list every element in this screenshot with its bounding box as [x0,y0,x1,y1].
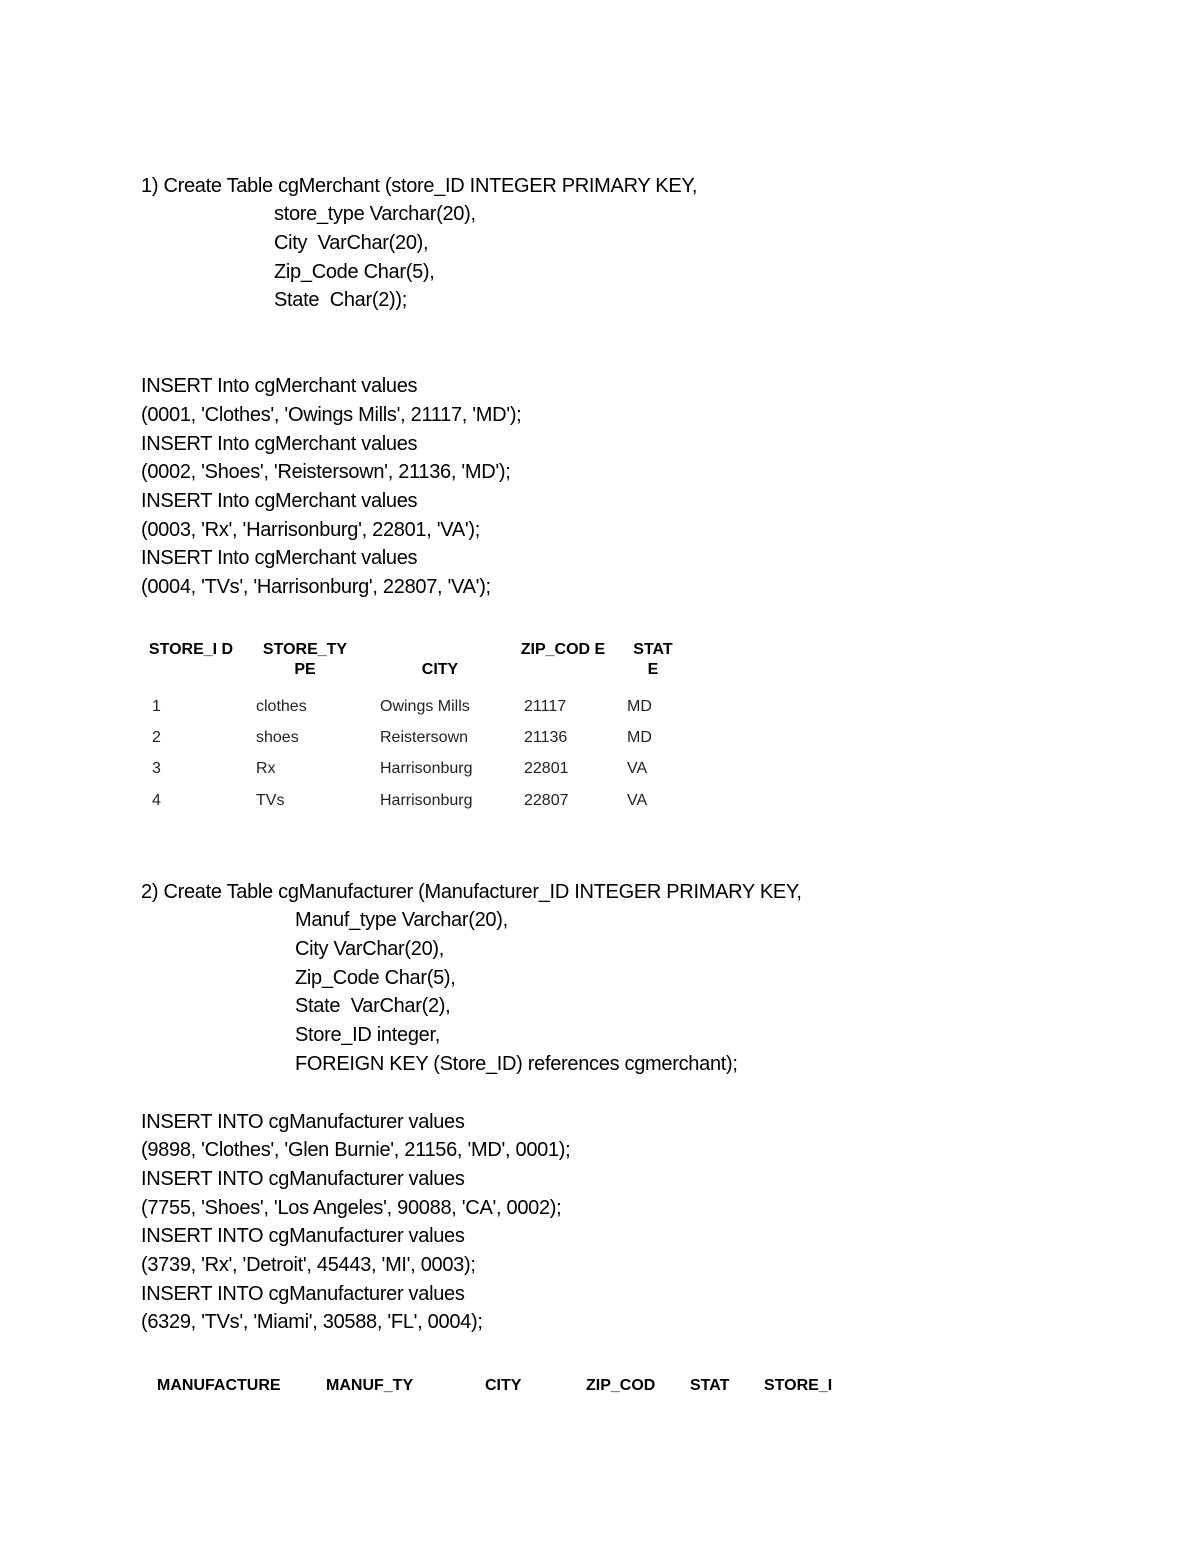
sql-line-create-manufacturer: 2) Create Table cgManufacturer (Manufacturer_ID INTEGER PRIMARY KEY, [141,881,802,903]
sql-line-column: store_type Varchar(20), [274,203,476,225]
table-cell: 2 [152,729,161,746]
table-header: MANUF_TY [326,1377,414,1394]
sql-insert-values: (0004, 'TVs', 'Harrisonburg', 22807, 'VA'); [141,576,491,598]
sql-insert-line: INSERT Into cgMerchant values [141,375,418,397]
table-cell: 21117 [524,698,567,715]
table-header: STORE_TY PE [262,641,348,678]
sql-line-column: City VarChar(20), [274,232,429,254]
table-cell: 1 [152,698,161,715]
table-header: STORE_I D [148,641,234,658]
sql-insert-values: (0001, 'Clothes', 'Owings Mills', 21117, 'MD'); [141,404,522,426]
sql-insert-values: (0003, 'Rx', 'Harrisonburg', 22801, 'VA'); [141,519,480,541]
table-cell: Owings Mills [380,698,470,715]
table-cell: 21136 [524,729,568,746]
sql-insert-values: (3739, 'Rx', 'Detroit', 45443, 'MI', 0003); [141,1254,476,1276]
table-cell: VA [627,760,648,777]
sql-insert-values: (9898, 'Clothes', 'Glen Burnie', 21156, 'MD', 0001); [141,1139,571,1161]
table-header: STAT [690,1377,730,1394]
sql-line-foreign-key: FOREIGN KEY (Store_ID) references cgmerchant); [295,1053,738,1075]
table-header: CITY [485,1377,522,1394]
sql-line-column: State VarChar(2), [295,995,451,1017]
table-cell: Rx [256,760,276,777]
sql-insert-line: INSERT INTO cgManufacturer values [141,1225,465,1247]
sql-insert-values: (7755, 'Shoes', 'Los Angeles', 90088, 'CA', 0002); [141,1197,562,1219]
sql-insert-line: INSERT Into cgMerchant values [141,433,418,455]
table-cell: shoes [256,729,299,746]
table-cell: Harrisonburg [380,792,473,809]
table-header: CITY [421,661,459,678]
sql-insert-line: INSERT INTO cgManufacturer values [141,1283,465,1305]
sql-insert-line: INSERT INTO cgManufacturer values [141,1111,465,1133]
table-cell: Harrisonburg [380,760,473,777]
sql-line-column: Manuf_type Varchar(20), [295,909,508,931]
sql-line-column: Zip_Code Char(5), [274,261,435,283]
sql-insert-line: INSERT INTO cgManufacturer values [141,1168,465,1190]
table-cell: 22801 [524,760,569,777]
table-header: STORE_I [764,1377,833,1394]
table-cell: 4 [152,792,161,809]
table-header: MANUFACTURE [157,1377,281,1394]
sql-line-column: Store_ID integer, [295,1024,440,1046]
table-header: ZIP_COD E [520,641,606,658]
table-cell: MD [627,698,652,715]
sql-line-column: City VarChar(20), [295,938,445,960]
table-cell: Reistersown [380,729,469,746]
table-cell: 3 [152,760,161,777]
table-cell: TVs [256,792,285,809]
table-header: ZIP_COD [586,1377,656,1394]
sql-insert-values: (0002, 'Shoes', 'Reistersown', 21136, 'MD'); [141,461,511,483]
sql-line-column: State Char(2)); [274,289,408,311]
table-header: STAT E [633,641,673,678]
table-cell: MD [627,729,652,746]
sql-line-column: Zip_Code Char(5), [295,967,456,989]
table-cell: clothes [256,698,307,715]
table-cell: 22807 [524,792,569,809]
sql-insert-line: INSERT Into cgMerchant values [141,490,418,512]
sql-insert-line: INSERT Into cgMerchant values [141,547,418,569]
sql-line-create-merchant: 1) Create Table cgMerchant (store_ID INTEGER PRIMARY KEY, [141,175,698,197]
sql-insert-values: (6329, 'TVs', 'Miami', 30588, 'FL', 0004); [141,1311,483,1333]
table-cell: VA [627,792,648,809]
